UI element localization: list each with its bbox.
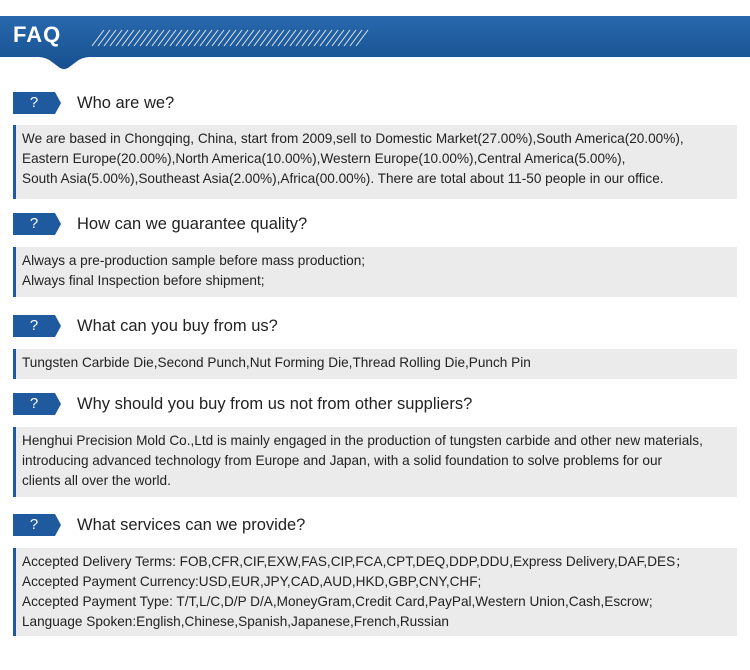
question-row bbox=[0, 92, 750, 116]
answer-box bbox=[13, 247, 737, 297]
answer-line: Accepted Payment Type: T/T,L/C,D/P D/A,MoneyGram,Credit Card,PayPal,Western Union,Cash,Escrow; bbox=[22, 594, 653, 609]
faq-title: FAQ bbox=[13, 22, 62, 47]
question-badge bbox=[13, 213, 61, 235]
faq-header-banner bbox=[0, 0, 750, 70]
faq-item-who-are-we bbox=[0, 92, 750, 186]
question-row bbox=[0, 213, 750, 237]
question-mark: ? bbox=[29, 516, 39, 533]
answer-box bbox=[13, 125, 737, 199]
answer-line: clients all over the world. bbox=[22, 473, 171, 488]
question-text: What can you buy from us? bbox=[77, 317, 278, 335]
question-text: Why should you buy from us not from other suppliers? bbox=[77, 395, 473, 413]
answer-line: Accepted Delivery Terms: FOB,CFR,CIF,EXW,FAS,CIP,FCA,CPT,DEQ,DDP,DDU,Express Delivery,DAF,DES； bbox=[22, 554, 689, 569]
faq-item-what-to-buy bbox=[0, 315, 750, 370]
question-text: How can we guarantee quality? bbox=[77, 215, 308, 233]
question-row bbox=[0, 514, 750, 538]
answer-box bbox=[13, 349, 737, 379]
question-row bbox=[0, 393, 750, 417]
answer-line: Accepted Payment Currency:USD,EUR,JPY,CAD,AUD,HKD,GBP,CNY,CHF; bbox=[22, 574, 482, 589]
answer-line: We are based in Chongqing, China, start from 2009,sell to Domestic Market(27.00%),South America(20.00%), bbox=[22, 131, 684, 146]
answer-line: Always final Inspection before shipment; bbox=[22, 273, 265, 288]
answer-box bbox=[13, 427, 737, 497]
question-mark: ? bbox=[29, 395, 39, 412]
answer-line: Eastern Europe(20.00%),North America(10.00%),Western Europe(10.00%),Central America(5.00%), bbox=[22, 151, 626, 166]
answer-box bbox=[13, 548, 737, 636]
question-badge bbox=[13, 92, 61, 114]
question-text: What services can we provide? bbox=[77, 516, 306, 534]
question-mark: ? bbox=[29, 215, 39, 232]
question-badge bbox=[13, 393, 61, 415]
faq-item-services bbox=[0, 514, 750, 629]
question-badge bbox=[13, 315, 61, 337]
question-row bbox=[0, 315, 750, 339]
answer-line: Always a pre-production sample before mass production; bbox=[22, 253, 366, 268]
answer-line: Language Spoken:English,Chinese,Spanish,Japanese,French,Russian bbox=[22, 614, 449, 629]
answer-line: Henghui Precision Mold Co.,Ltd is mainly engaged in the production of tungsten carbide and other new materials, bbox=[22, 433, 703, 448]
header-background-shape bbox=[0, 0, 750, 70]
faq-item-quality bbox=[0, 213, 750, 288]
answer-line: introducing advanced technology from Europe and Japan, with a solid foundation to solve problems for our bbox=[22, 453, 663, 468]
faq-item-why-us bbox=[0, 393, 750, 488]
question-text: Who are we? bbox=[77, 94, 175, 112]
question-mark: ? bbox=[29, 317, 39, 334]
question-badge bbox=[13, 514, 61, 536]
answer-line: Tungsten Carbide Die,Second Punch,Nut Forming Die,Thread Rolling Die,Punch Pin bbox=[22, 355, 531, 370]
answer-line: South Asia(5.00%),Southeast Asia(2.00%),Africa(00.00%). There are total about 11-50 people in our office. bbox=[22, 171, 664, 186]
question-mark: ? bbox=[29, 94, 39, 111]
